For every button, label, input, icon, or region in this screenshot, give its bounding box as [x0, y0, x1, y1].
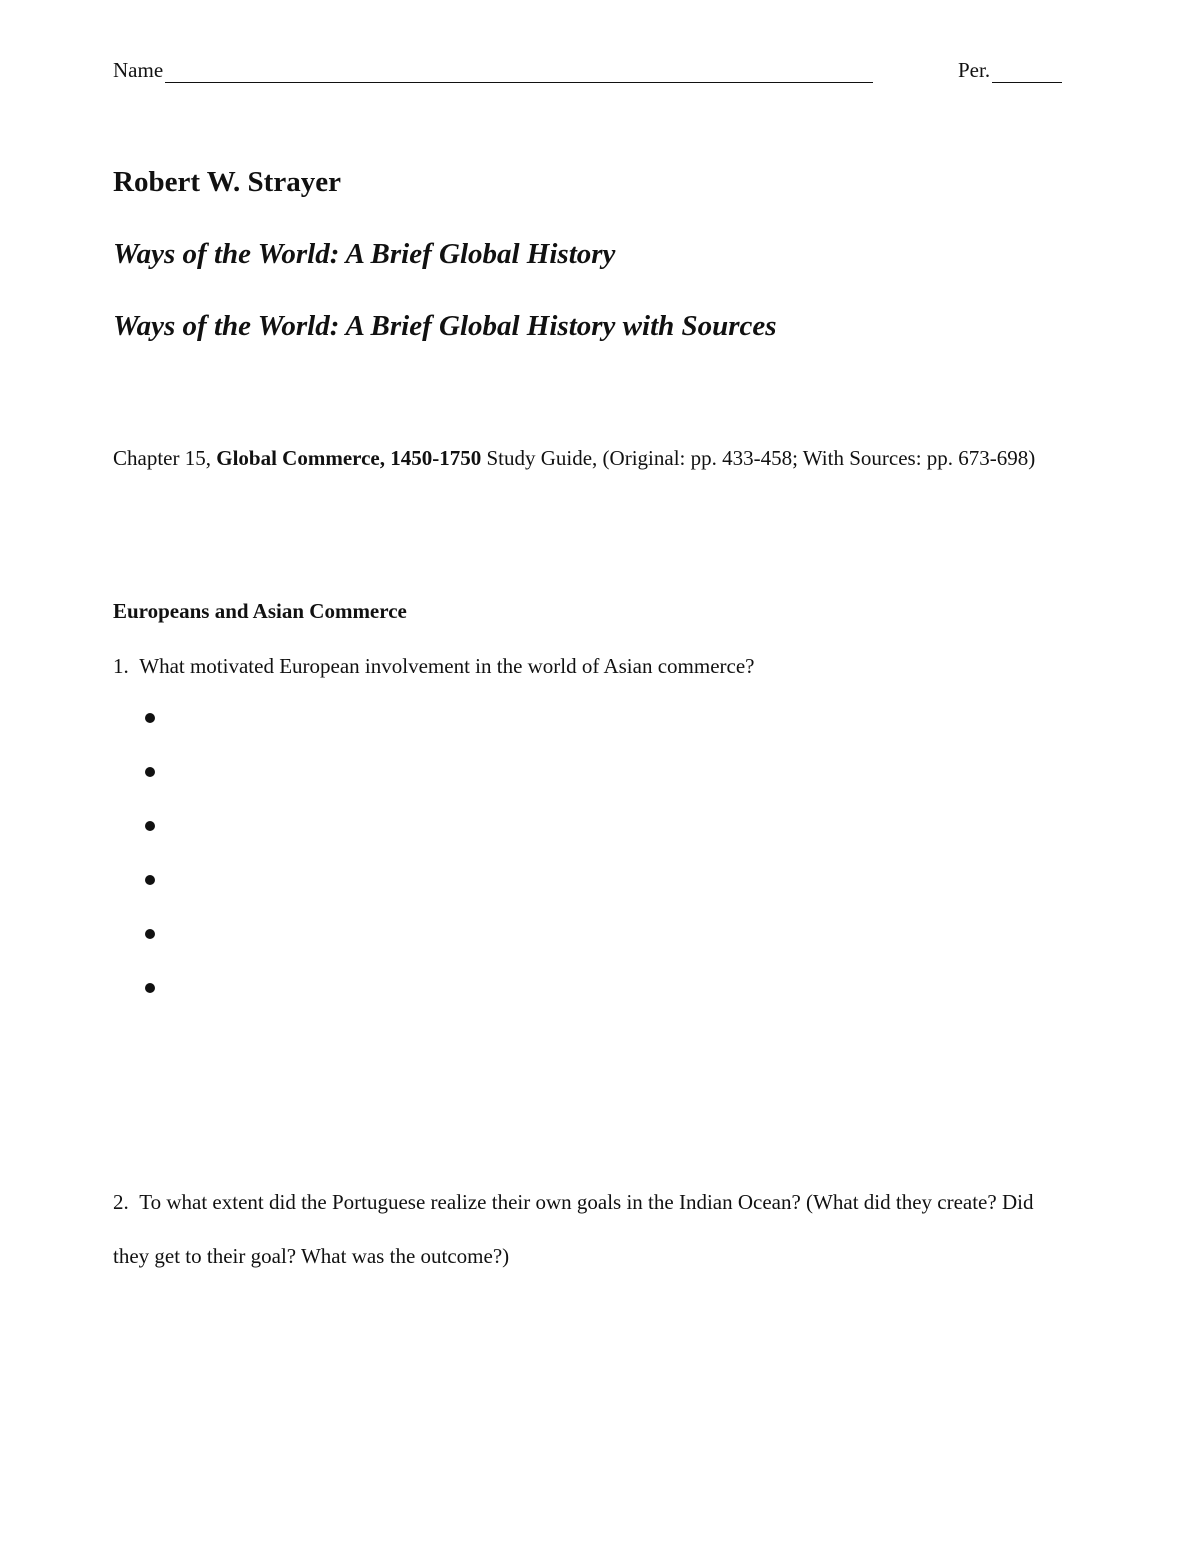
section-heading: Europeans and Asian Commerce [113, 599, 407, 623]
period-blank[interactable] [992, 58, 1062, 83]
chapter-suffix: Study Guide, (Original: pp. 433-458; With Sources: pp. 673-698) [481, 446, 1036, 470]
name-label: Name [113, 58, 164, 82]
bullet-icon [145, 821, 155, 831]
chapter-title: Global Commerce, 1450-1750 [216, 446, 482, 470]
bullet-icon [145, 713, 155, 723]
question-text: What motivated European involvement in the world of Asian commerce? [139, 654, 755, 678]
question-text: To what extent did the Portuguese realize their own goals in the Indian Ocean? (What did they create? Did they get to their goal? What was the outcome?) [113, 1190, 1034, 1268]
bullet-icon [145, 929, 155, 939]
book-title: Ways of the World: A Brief Global History [113, 238, 616, 270]
question-2 [113, 1175, 1073, 1283]
period-field[interactable] [958, 58, 1062, 83]
chapter-prefix: Chapter 15, [113, 446, 217, 470]
bullet-icon [145, 875, 155, 885]
question-number: 1. [113, 654, 129, 678]
book-title-with-sources: Ways of the World: A Brief Global History with Sources [113, 310, 777, 342]
author-name: Robert W. Strayer [113, 166, 341, 198]
question-1 [113, 639, 1073, 693]
question-number: 2. [113, 1190, 129, 1214]
name-field[interactable] [113, 58, 873, 83]
bullet-icon [145, 767, 155, 777]
chapter-info [113, 431, 1073, 485]
period-label: Per. [958, 58, 991, 82]
bullet-icon [145, 983, 155, 993]
name-blank[interactable] [165, 58, 873, 83]
